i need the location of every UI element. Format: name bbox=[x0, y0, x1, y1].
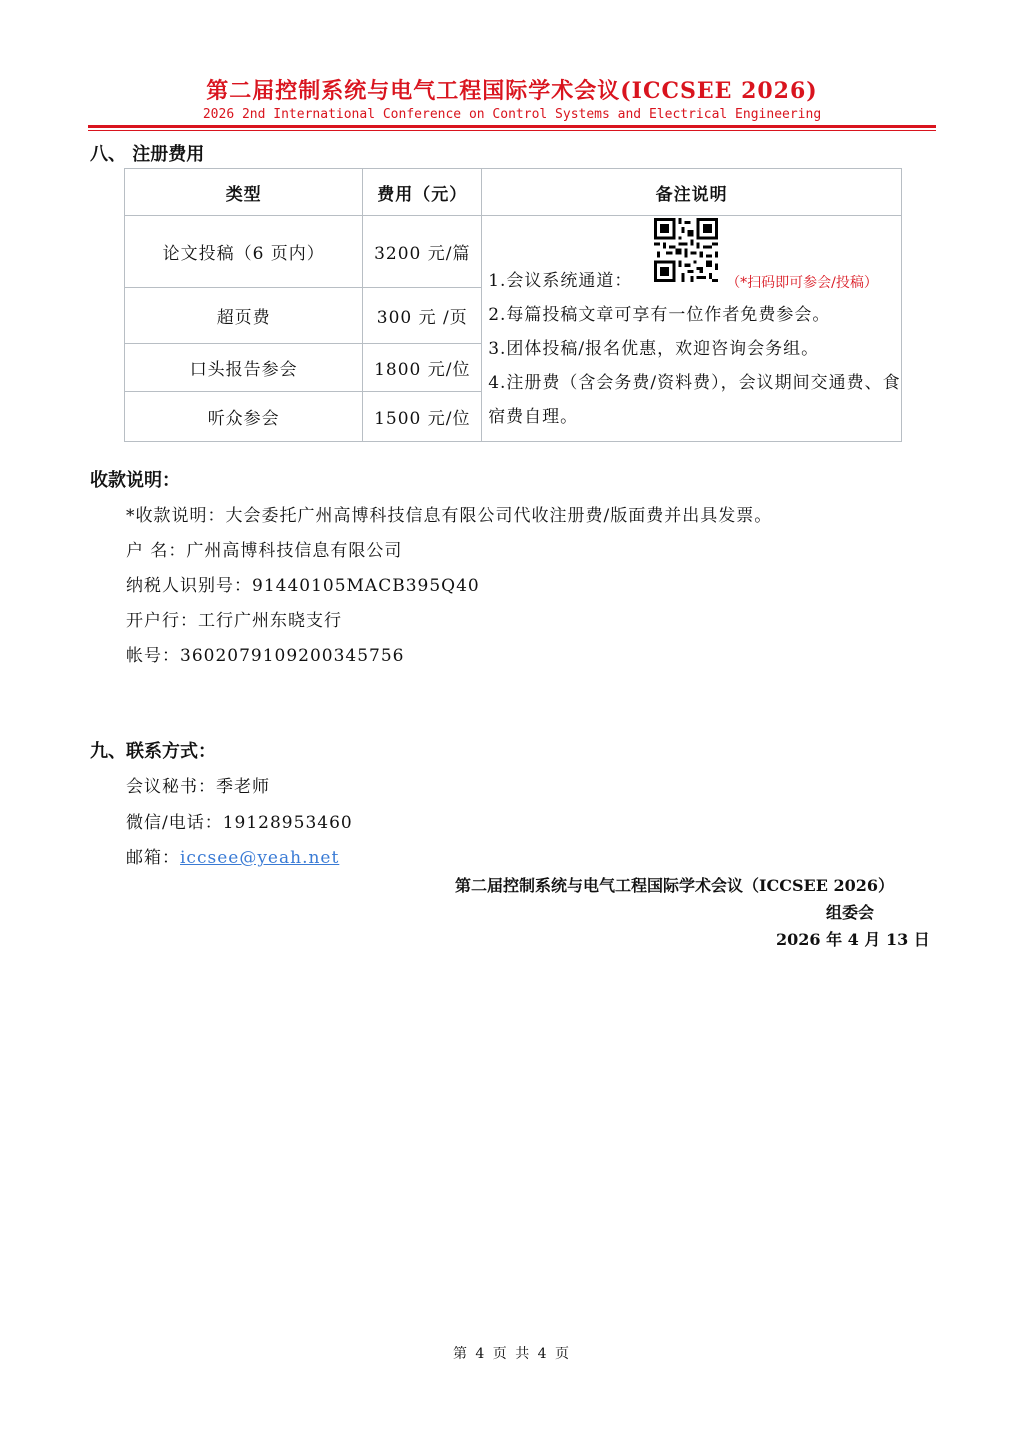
email-line bbox=[126, 843, 339, 868]
email-link[interactable]: iccsee@yeah.net bbox=[180, 848, 340, 868]
row-type: 论文投稿（6 页内） bbox=[125, 216, 363, 288]
signature-org: 第二届控制系统与电气工程国际学术会议（ICCSEE 2026） bbox=[455, 876, 895, 895]
secretary: 会议秘书：季老师 bbox=[126, 777, 270, 797]
phone: 微信/电话：19128953460 bbox=[126, 813, 353, 833]
page-number: 第 4 页 共 4 页 bbox=[452, 1346, 572, 1362]
row-fee: 300 元 /页 bbox=[363, 288, 482, 344]
header-divider-thick bbox=[88, 125, 936, 128]
header-divider-thin bbox=[88, 130, 936, 131]
header-title: 第二届控制系统与电气工程国际学术会议(ICCSEE 2026) bbox=[206, 78, 818, 104]
account-number: 帐号：3602079109200345756 bbox=[126, 646, 405, 666]
notes-cell bbox=[482, 216, 902, 442]
row-type: 口头报告参会 bbox=[125, 344, 363, 392]
header-subtitle: 2026 2nd International Conference on Control Systems and Electrical Engineering bbox=[202, 107, 822, 122]
table-row bbox=[125, 216, 902, 288]
note-item: 3.团体投稿/报名优惠，欢迎咨询会务组。 bbox=[488, 339, 820, 359]
table-header-row bbox=[125, 169, 902, 216]
scan-hint: （*扫码即可参会/投稿） bbox=[726, 275, 878, 291]
signature-committee: 组委会 bbox=[826, 903, 875, 922]
note-item: 1.会议系统通道： bbox=[488, 271, 633, 291]
section8-heading: 八、 注册费用 bbox=[90, 144, 205, 165]
email-label: 邮箱： bbox=[126, 848, 180, 868]
note-item: 2.每篇投稿文章可享有一位作者免费参会。 bbox=[488, 305, 831, 325]
header-fee: 费用（元） bbox=[363, 169, 482, 216]
signature-date: 2026 年 4 月 13 日 bbox=[776, 930, 930, 949]
section9-heading: 九、联系方式： bbox=[90, 741, 216, 762]
row-type: 听众参会 bbox=[125, 392, 363, 442]
row-type: 超页费 bbox=[125, 288, 363, 344]
header-type: 类型 bbox=[125, 169, 363, 216]
row-fee: 1800 元/位 bbox=[363, 344, 482, 392]
notes-list bbox=[488, 264, 901, 434]
tax-id: 纳税人识别号：91440105MACB395Q40 bbox=[126, 576, 480, 596]
row-fee: 3200 元/篇 bbox=[363, 216, 482, 288]
note-item: 4.注册费（含会务费/资料费），会议期间交通费、食宿费自理。 bbox=[488, 373, 901, 427]
account-name: 户 名：广州高博科技信息有限公司 bbox=[126, 541, 403, 561]
bank-branch: 开户行：工行广州东晓支行 bbox=[126, 611, 342, 631]
row-fee: 1500 元/位 bbox=[363, 392, 482, 442]
header-notes: 备注说明 bbox=[482, 169, 902, 216]
payment-heading: 收款说明： bbox=[90, 470, 180, 491]
payment-note: *收款说明：大会委托广州高博科技信息有限公司代收注册费/版面费并出具发票。 bbox=[126, 506, 773, 526]
registration-fee-table bbox=[124, 168, 902, 442]
